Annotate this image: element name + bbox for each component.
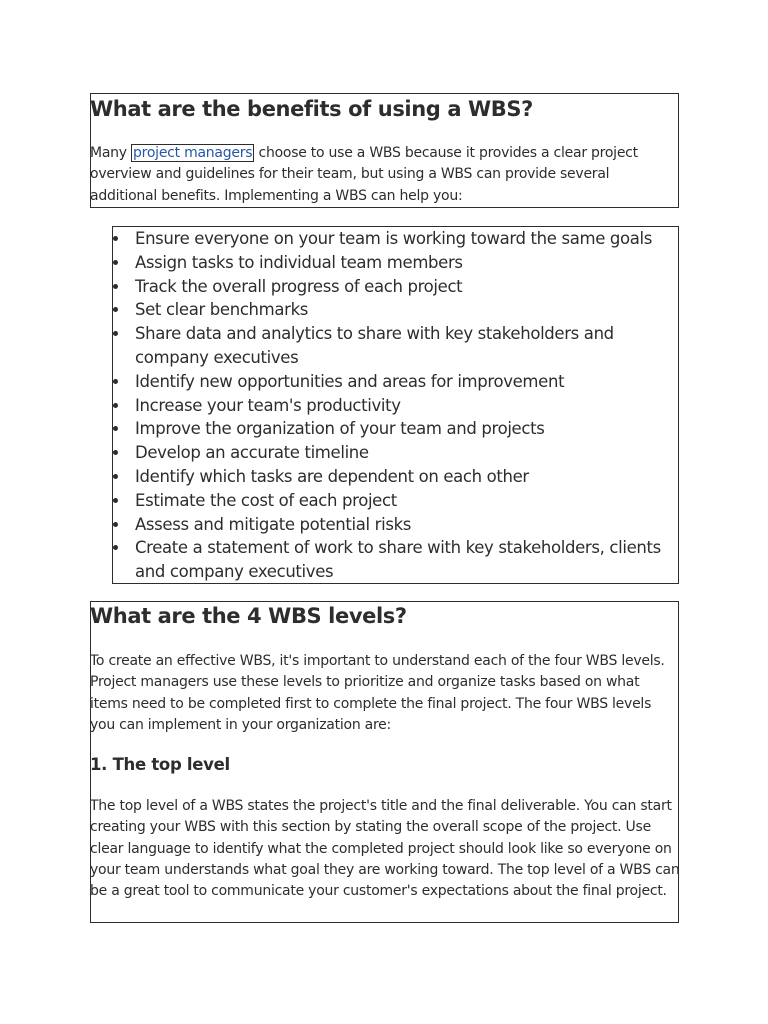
- benefit-item: [112, 465, 678, 489]
- benefit-item: [112, 417, 678, 441]
- intro-text-end: choose to use a WBS because it provides a clear project overview and guidelines for their team, but using a WBS can provide several additional benefits. Implementing a WBS can help you:: [90, 145, 638, 204]
- benefit-item: [112, 322, 678, 370]
- benefit-item: [112, 298, 678, 322]
- bullet-icon: [113, 426, 118, 431]
- bullet-icon: [113, 522, 118, 527]
- benefit-text: Assess and mitigate potential risks: [135, 514, 412, 534]
- bullet-icon: [113, 379, 118, 384]
- top-level-paragraph: The top level of a WBS states the project's title and the final deliverable. You can start creating your WBS with this section by stating the overall scope of the project. Use clear language to identify what the completed project should look like so everyone on your team understands what goal they are working toward. The top level of a WBS can be a great tool to communicate your customer's expectations about the final project.: [90, 798, 680, 900]
- levels-intro-paragraph: To create an effective WBS, it's important to understand each of the four WBS levels. Project managers use these levels to prioritize and organize tasks based on what items need to be completed first to complete the final project. The four WBS levels you can implement in your organization are:: [90, 653, 665, 733]
- benefit-text: Identify which tasks are dependent on each other: [135, 466, 529, 486]
- benefit-item: [112, 441, 678, 465]
- benefit-text: Track the overall progress of each project: [135, 276, 463, 296]
- benefit-item: [112, 251, 678, 275]
- benefit-item: [112, 275, 678, 299]
- benefit-item: [112, 227, 678, 251]
- bullet-icon: [113, 236, 118, 241]
- top-level-subheading: 1. The top level: [90, 755, 230, 774]
- benefits-list: [112, 227, 678, 584]
- benefit-text: Ensure everyone on your team is working toward the same goals: [135, 229, 653, 248]
- bullet-icon: [113, 284, 118, 289]
- bullet-icon: [113, 307, 118, 312]
- benefit-text: Create a statement of work to share with key stakeholders, clients and company executives: [135, 538, 661, 582]
- project-managers-link[interactable]: project managers: [133, 145, 253, 161]
- bullet-icon: [113, 403, 118, 408]
- benefit-text: Set clear benchmarks: [135, 300, 309, 320]
- benefits-intro-paragraph: [90, 143, 680, 207]
- benefit-text: Estimate the cost of each project: [135, 490, 397, 510]
- benefit-text: Develop an accurate timeline: [135, 443, 369, 463]
- bullet-icon: [113, 331, 118, 336]
- benefit-text: Increase your team's productivity: [135, 395, 401, 415]
- benefit-text: Share data and analytics to share with key stakeholders and company executives: [135, 324, 614, 367]
- bullet-icon: [113, 474, 118, 479]
- benefit-text: Improve the organization of your team and projects: [135, 419, 545, 439]
- benefit-item: [112, 536, 678, 584]
- benefit-item: [112, 370, 678, 394]
- bullet-icon: [113, 545, 118, 550]
- benefit-item: [112, 513, 678, 537]
- benefit-text: Assign tasks to individual team members: [135, 252, 463, 272]
- intro-text-start: Many: [90, 145, 132, 161]
- benefit-text: Identify new opportunities and areas for improvement: [135, 371, 565, 391]
- benefit-item: [112, 394, 678, 418]
- bullet-icon: [113, 450, 118, 455]
- levels-heading: What are the 4 WBS levels?: [90, 604, 407, 628]
- benefits-heading: What are the benefits of using a WBS?: [90, 97, 533, 121]
- benefit-item: [112, 489, 678, 513]
- bullet-icon: [113, 498, 118, 503]
- bullet-icon: [113, 260, 118, 265]
